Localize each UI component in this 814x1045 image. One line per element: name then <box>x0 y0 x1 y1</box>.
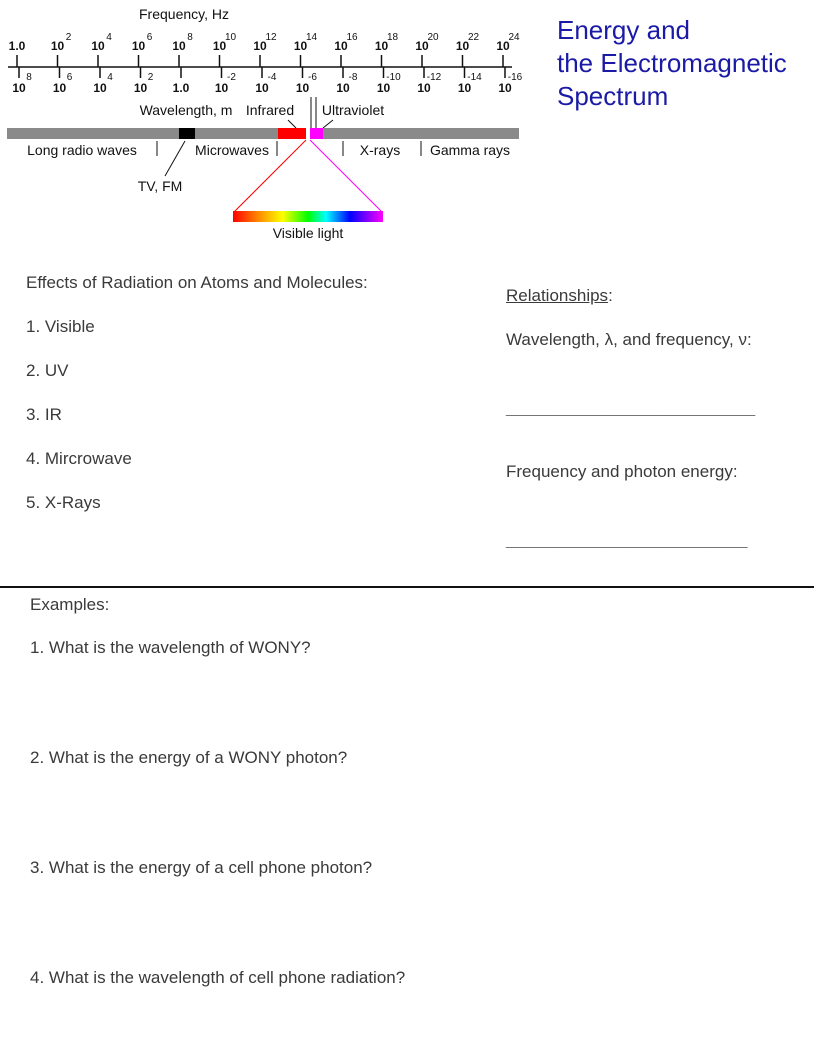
frequency-tick-exponent: 18 <box>386 32 399 43</box>
frequency-tick-label: 10 <box>253 39 267 53</box>
xrays-label: X-rays <box>359 142 401 158</box>
wavelength-tick-exponent: -12 <box>426 72 442 83</box>
wavelength-tick-exponent: -10 <box>386 72 401 83</box>
visible-light-label: Visible light <box>272 225 344 241</box>
relationships-heading-text: Relationships <box>506 286 609 305</box>
frequency-energy-label: Frequency and photon energy: <box>506 462 738 481</box>
effects-item: 3. IR <box>26 405 62 424</box>
wavelength-tick-label: 10 <box>133 81 148 95</box>
tvfm-label: TV, FM <box>137 178 183 194</box>
wavelength-tick-exponent: -14 <box>467 72 482 83</box>
wavelength-frequency-label: Wavelength, λ, and frequency, ν: <box>506 330 752 349</box>
answer-blank-1: ________________________________ <box>506 400 756 416</box>
title-line-1: Energy and <box>557 15 690 45</box>
frequency-tick-exponent: 8 <box>187 32 193 43</box>
wavelength-tick-label: 10 <box>498 81 512 95</box>
wavelength-tick-exponent: 6 <box>66 72 73 83</box>
frequency-tick-exponent: 16 <box>346 32 358 43</box>
wavelength-tick-exponent: -6 <box>308 72 317 83</box>
wavelength-tick-label: 10 <box>52 81 67 95</box>
wavelength-tick-label: 10 <box>295 81 310 95</box>
page-title <box>557 14 787 113</box>
frequency-tick-exponent: 24 <box>508 32 520 43</box>
wavelength-tick-exponent: 2 <box>147 72 154 83</box>
wavelength-tick-label: 10 <box>93 81 107 95</box>
frequency-tick-label: 1.0 <box>8 39 26 53</box>
visible-light-band <box>233 211 383 222</box>
wavelength-tick-exponent: 4 <box>107 72 113 83</box>
relationships-heading <box>506 286 613 306</box>
frequency-tick-label: 10 <box>212 39 227 53</box>
examples-heading: Examples: <box>30 595 110 614</box>
wavelength-ticks <box>12 72 522 95</box>
frequency-tick-exponent: 2 <box>65 32 72 43</box>
wavelength-tick-label: 1.0 <box>172 81 190 95</box>
em-spectrum-diagram <box>0 0 540 250</box>
example-question: 3. What is the energy of a cell phone photon? <box>30 858 373 877</box>
microwaves-label: Microwaves <box>195 142 269 158</box>
frequency-tick-label: 10 <box>334 39 348 53</box>
frequency-tick-label: 10 <box>91 39 105 53</box>
frequency-tick-exponent: 14 <box>305 32 318 43</box>
section-divider <box>0 586 814 588</box>
frequency-tick-exponent: 22 <box>467 32 480 43</box>
frequency-tick-label: 10 <box>374 39 389 53</box>
wavelength-tick-label: 10 <box>457 81 472 95</box>
frequency-tick-label: 10 <box>455 39 470 53</box>
wavelength-axis-label: Wavelength, m <box>139 102 233 118</box>
wavelength-tick-label: 10 <box>12 81 26 95</box>
title-line-3: Spectrum <box>557 81 669 111</box>
frequency-tick-label: 10 <box>293 39 308 53</box>
wavelength-tick-exponent: 8 <box>26 72 32 83</box>
wavelength-tick-exponent: -8 <box>348 72 358 83</box>
effects-item: 2. UV <box>26 361 69 380</box>
wavelength-tick-label: 10 <box>214 81 229 95</box>
infrared-label: Infrared <box>245 102 295 118</box>
frequency-tick-label: 10 <box>415 39 429 53</box>
effects-heading: Effects of Radiation on Atoms and Molecules: <box>26 273 368 292</box>
frequency-tick-exponent: 10 <box>224 32 237 43</box>
answer-blank-2: _______________________________ <box>506 532 748 548</box>
relationships-colon: : <box>608 286 613 305</box>
frequency-tick-label: 10 <box>172 39 186 53</box>
frequency-tick-label: 10 <box>50 39 65 53</box>
frequency-tick-label: 10 <box>131 39 146 53</box>
wavelength-tick-exponent: -4 <box>267 72 277 83</box>
effects-item: 5. X-Rays <box>26 493 101 512</box>
frequency-tick-exponent: 12 <box>265 32 277 43</box>
effects-item: 1. Visible <box>26 317 95 336</box>
tv-fm-band <box>179 128 195 139</box>
wavelength-tick-label: 10 <box>255 81 269 95</box>
ultraviolet-band <box>310 128 323 139</box>
wavelength-tick-label: 10 <box>417 81 431 95</box>
wavelength-tick-exponent: -16 <box>507 72 523 83</box>
spectrum-bar <box>7 128 519 139</box>
example-question: 2. What is the energy of a WONY photon? <box>30 748 348 767</box>
long-radio-label: Long radio waves <box>27 142 137 158</box>
title-line-2: the Electromagnetic <box>557 48 787 78</box>
frequency-axis-label: Frequency, Hz <box>139 6 229 22</box>
ultraviolet-leader <box>323 120 333 128</box>
infrared-band <box>278 128 306 139</box>
frequency-tick-exponent: 20 <box>427 32 439 43</box>
frequency-tick-label: 10 <box>496 39 510 53</box>
frequency-tick-exponent: 4 <box>106 32 112 43</box>
example-question: 1. What is the wavelength of WONY? <box>30 638 311 657</box>
ultraviolet-label: Ultraviolet <box>321 102 385 118</box>
infrared-leader <box>288 120 296 128</box>
frequency-tick-exponent: 6 <box>146 32 153 43</box>
visible-band-gap <box>306 127 310 140</box>
example-question: 4. What is the wavelength of cell phone radiation? <box>30 968 406 987</box>
tvfm-leader <box>165 141 185 176</box>
wavelength-tick-exponent: -2 <box>227 72 236 83</box>
frequency-ticks <box>9 32 520 53</box>
wavelength-tick-label: 10 <box>376 81 391 95</box>
gamma-label: Gamma rays <box>429 142 511 158</box>
wavelength-tick-label: 10 <box>336 81 350 95</box>
effects-item: 4. Mircrowave <box>26 449 132 468</box>
